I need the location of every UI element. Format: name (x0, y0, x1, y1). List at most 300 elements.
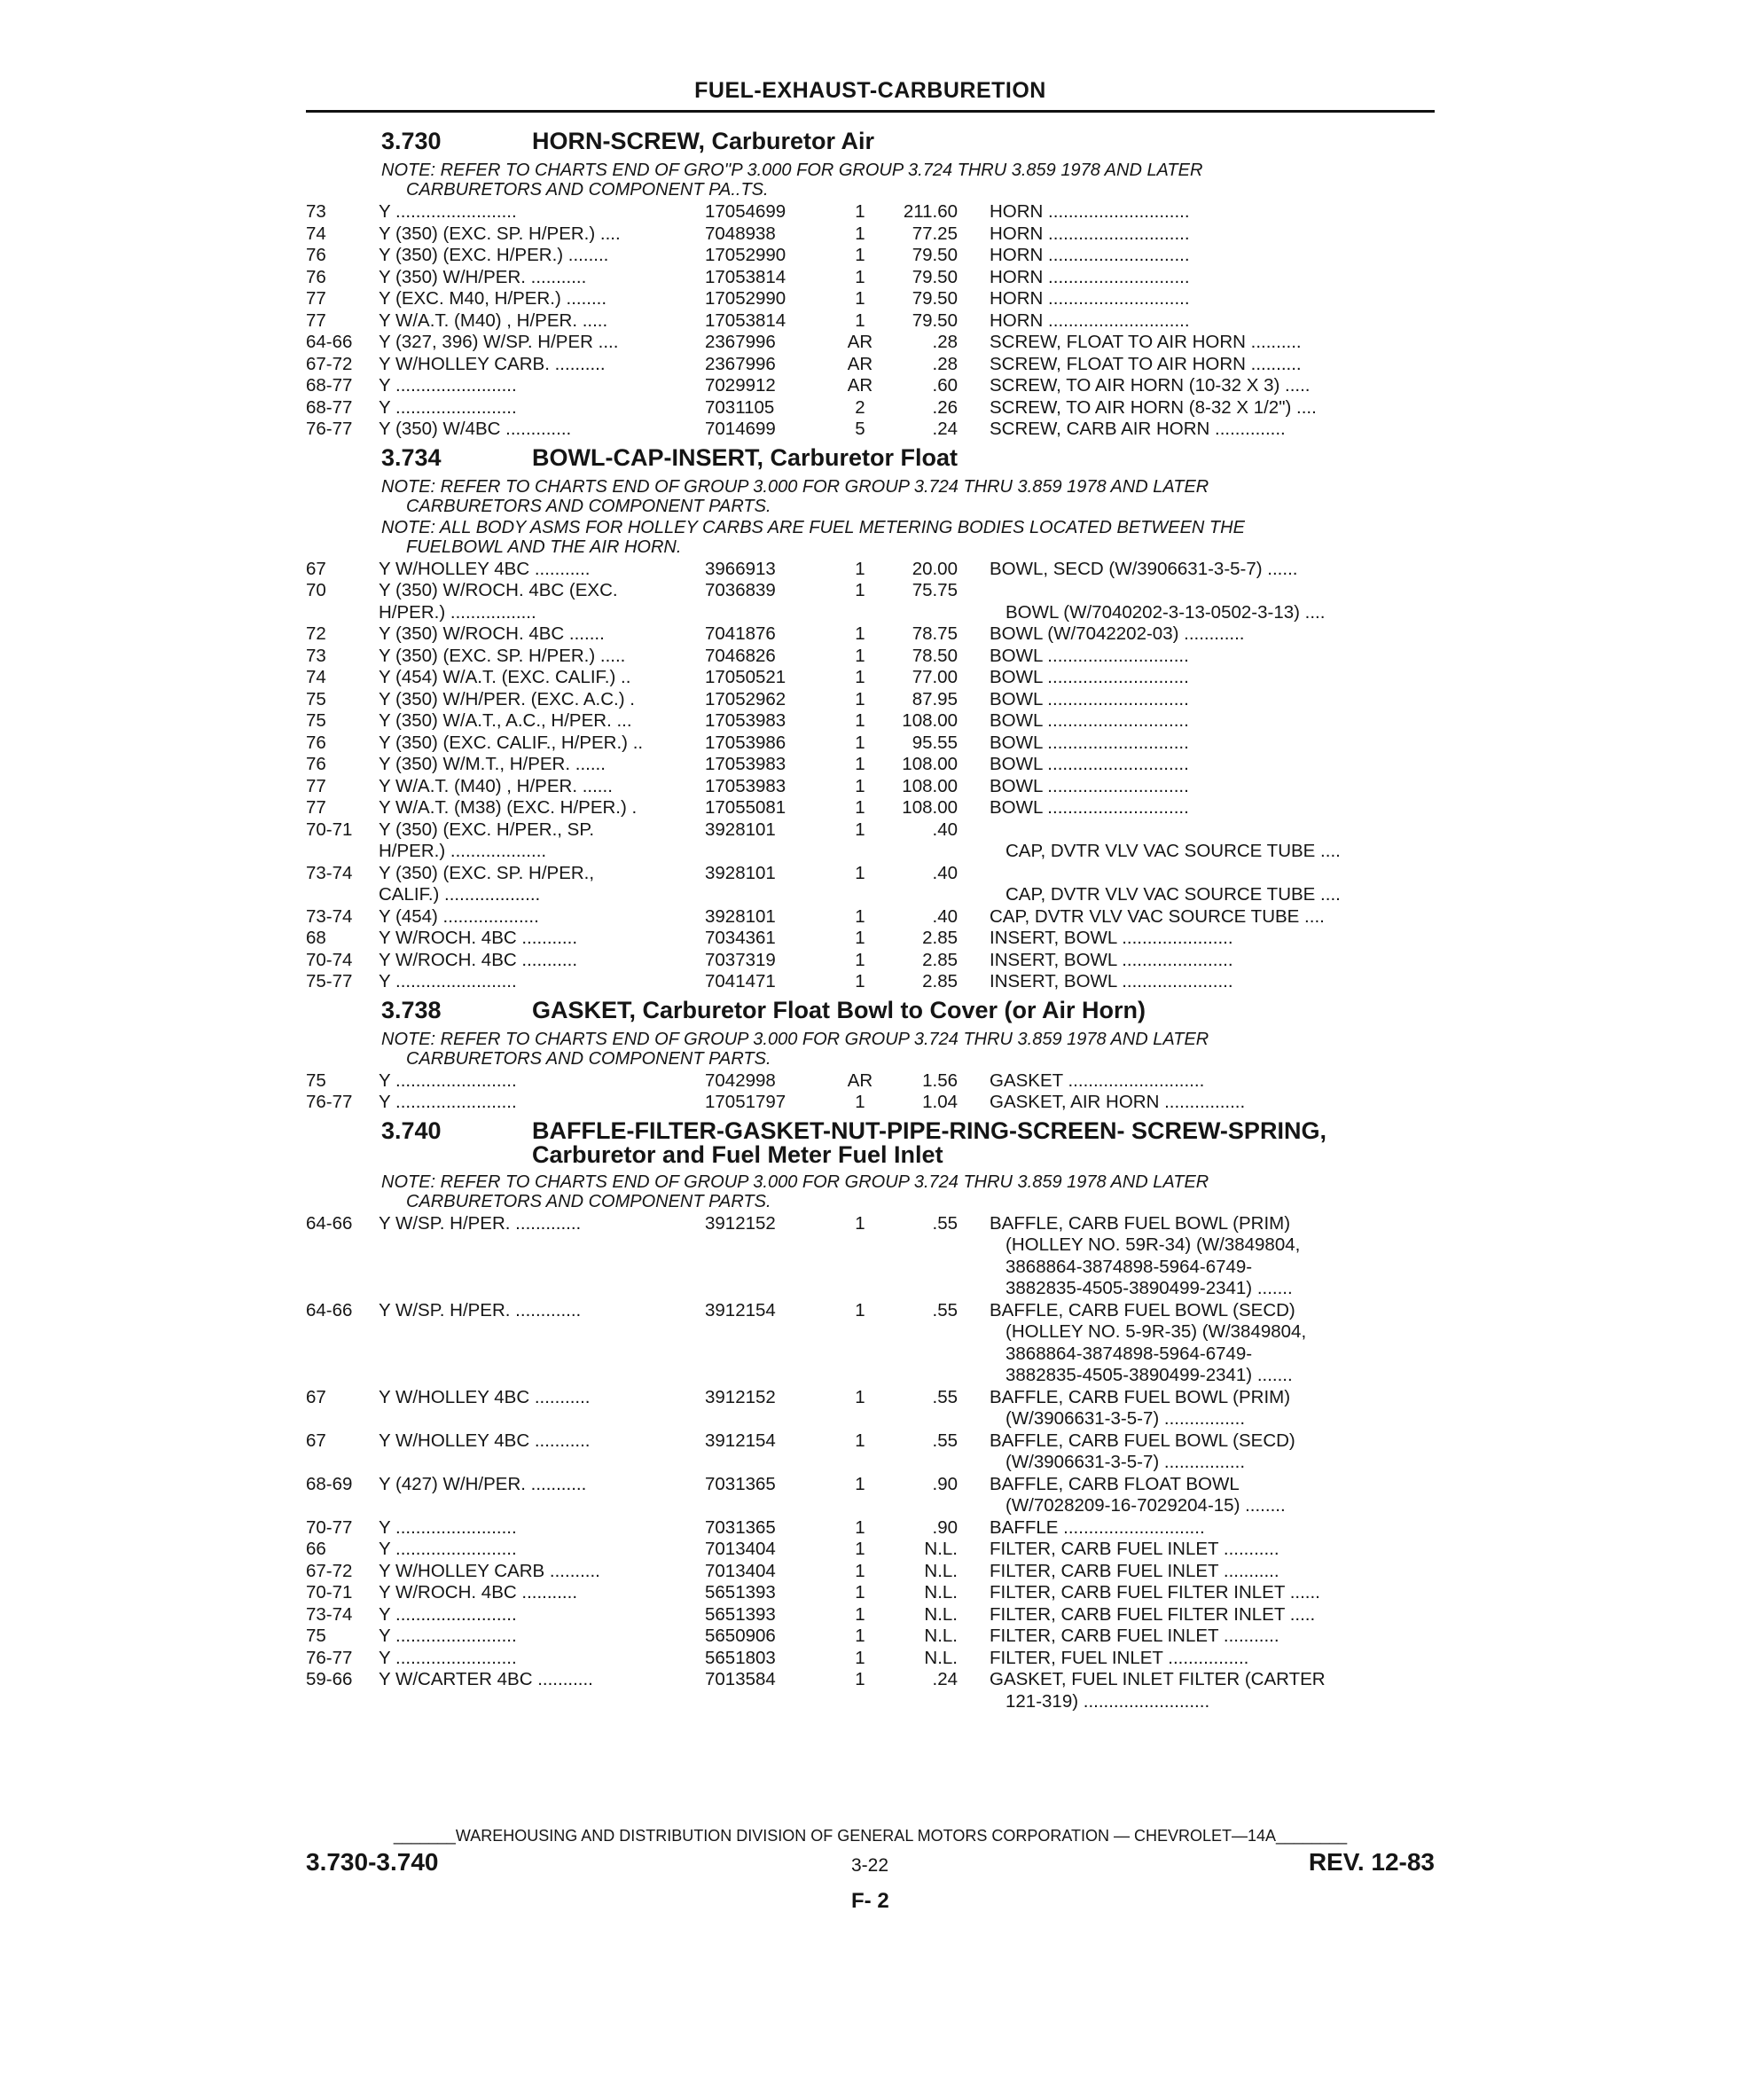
part-name-line: BOWL ............................ (990, 732, 1189, 753)
section-title-line: BAFFLE-FILTER-GASKET-NUT-PIPE-RING-SCREEN- SCREW-SPRING, (532, 1117, 1326, 1144)
parts-row (306, 689, 1441, 711)
model-years: 75 (306, 688, 326, 709)
quantity: 1 (855, 558, 865, 579)
quantity: AR (847, 375, 873, 396)
section-title (532, 1119, 1441, 1167)
part-name (958, 1070, 1441, 1093)
section-number: 3.734 (381, 443, 442, 471)
description-line: Y (350) W/ROCH. 4BC (EXC. (379, 580, 618, 600)
model-description (379, 310, 705, 333)
note-line: CARBURETORS AND COMPONENT PARTS. (406, 1191, 771, 1211)
quantity: 1 (855, 245, 865, 265)
parts-row (306, 863, 1441, 906)
parts-row (306, 667, 1441, 689)
part-number: 3966913 (705, 558, 776, 579)
description-line: Y (350) (EXC. SP. H/PER., (379, 862, 595, 883)
description-line: Y ........................ (379, 1647, 517, 1668)
catalog-section (306, 444, 1441, 993)
price: 108.00 (902, 775, 958, 796)
part-name-line: BOWL (W/7042202-03) ............ (990, 623, 1245, 644)
part-name-line: BOWL ............................ (990, 797, 1189, 818)
part-name-line: HORN ............................ (990, 288, 1190, 309)
description-line: Y ........................ (379, 375, 517, 396)
part-name (958, 332, 1441, 354)
description-line: Y W/ROCH. 4BC ........... (379, 1582, 578, 1602)
model-years: 68-77 (306, 375, 353, 396)
price: .40 (932, 905, 958, 927)
parts-row (306, 1092, 1441, 1114)
model-years: 68-69 (306, 1473, 353, 1494)
quantity: 1 (855, 688, 865, 709)
price: .26 (932, 396, 958, 418)
description-line: Y W/HOLLEY 4BC ........... (379, 558, 591, 579)
part-name-line: FILTER, CARB FUEL INLET ........... (990, 1539, 1279, 1559)
model-description (379, 971, 705, 993)
parts-row (306, 419, 1441, 441)
part-number: 17052962 (705, 688, 786, 709)
price: .40 (932, 862, 958, 883)
part-number: 17053983 (705, 710, 786, 731)
part-name-line: BOWL, SECD (W/3906631-3-5-7) ...... (990, 558, 1298, 579)
part-name-line: BAFFLE, CARB FUEL BOWL (SECD) (990, 1430, 1295, 1451)
quantity: 1 (855, 928, 865, 948)
model-description (379, 397, 705, 419)
part-number: 7041471 (705, 971, 776, 991)
parts-row (306, 354, 1441, 376)
part-number: 7031365 (705, 1473, 776, 1494)
section-note (306, 161, 1441, 200)
description-line: Y ........................ (379, 1070, 517, 1091)
price: N.L. (924, 1603, 958, 1625)
price: 78.75 (912, 623, 958, 644)
parts-row (306, 776, 1441, 798)
part-name-line: BOWL ............................ (990, 754, 1189, 774)
price: .55 (932, 1212, 958, 1234)
quantity: 1 (855, 1386, 865, 1407)
parts-row (306, 906, 1441, 929)
model-description (379, 267, 705, 289)
part-name (958, 397, 1441, 419)
part-name (958, 1474, 1441, 1517)
part-number: 7031105 (705, 396, 775, 418)
part-name (958, 906, 1441, 929)
description-line: Y (350) (EXC. SP. H/PER.) ..... (379, 645, 626, 666)
model-years: 77 (306, 775, 326, 796)
section-title-line: HORN-SCREW, Carburetor Air (532, 128, 875, 154)
model-description (379, 776, 705, 798)
part-number: 7029912 (705, 375, 776, 396)
description-line: Y (454) ................... (379, 905, 539, 927)
parts-row (306, 1517, 1441, 1540)
description-line: Y ........................ (379, 1603, 517, 1625)
model-years: 76 (306, 266, 326, 287)
parts-row (306, 1300, 1441, 1387)
part-number: 3912154 (705, 1430, 776, 1451)
part-name (958, 710, 1441, 733)
part-name-line: 3882835-4505-3890499-2341) ....... (1006, 1365, 1293, 1385)
part-name-line: SCREW, TO AIR HORN (10-32 X 3) ..... (990, 375, 1311, 396)
part-name-line: BAFFLE, CARB FUEL BOWL (SECD) (990, 1299, 1295, 1320)
model-years: 76 (306, 754, 326, 774)
quantity: 1 (855, 201, 865, 222)
part-number: 17052990 (705, 245, 786, 265)
model-description (379, 1582, 705, 1604)
model-description (379, 1669, 705, 1712)
section-title (532, 996, 1441, 1023)
description-line: Y (350) W/M.T., H/PER. ...... (379, 754, 606, 774)
description-line: Y W/A.T. (M40) , H/PER. ...... (379, 775, 613, 796)
footer-page-label: F- 2 (851, 1889, 889, 1913)
parts-row (306, 288, 1441, 310)
part-name (958, 1539, 1441, 1561)
model-years: 77 (306, 288, 326, 309)
part-name (958, 1430, 1441, 1474)
quantity: 1 (855, 710, 865, 731)
quantity: 1 (855, 1539, 865, 1559)
section-number: 3.740 (381, 1117, 442, 1144)
part-name-line: HORN ............................ (990, 310, 1190, 331)
parts-row (306, 580, 1441, 623)
part-number: 17053983 (705, 775, 786, 796)
quantity: 1 (855, 667, 865, 687)
price: 79.50 (912, 310, 958, 331)
part-name (958, 754, 1441, 776)
quantity: 1 (855, 1299, 865, 1320)
section-title (532, 129, 1441, 153)
quantity: 1 (855, 949, 865, 970)
description-line: Y (350) W/4BC ............. (379, 419, 572, 439)
price: 75.75 (912, 580, 958, 600)
price: N.L. (924, 1539, 958, 1559)
quantity: 1 (855, 971, 865, 991)
part-number: 3912152 (705, 1386, 776, 1407)
part-name (958, 201, 1441, 223)
model-description (379, 580, 705, 623)
price: 2.85 (922, 949, 958, 970)
part-name (958, 245, 1441, 267)
part-name-line (990, 863, 1441, 885)
parts-row (306, 267, 1441, 289)
section-number: 3.730 (381, 128, 442, 154)
description-line: Y ........................ (379, 1539, 517, 1559)
model-years: 73-74 (306, 905, 353, 927)
footer-revision: REV. 12-83 (1308, 1848, 1435, 1876)
part-name (958, 733, 1441, 755)
note-line: CARBURETORS AND COMPONENT PARTS. (406, 1048, 771, 1069)
part-number: 7013404 (705, 1539, 776, 1559)
part-name-line: BOWL ............................ (990, 688, 1189, 709)
price: 79.50 (912, 245, 958, 265)
part-number: 7041876 (705, 623, 776, 644)
model-description (379, 950, 705, 972)
section-note (306, 518, 1441, 557)
model-description (379, 1539, 705, 1561)
model-years: 68 (306, 928, 326, 948)
part-number: 7034361 (705, 928, 776, 948)
model-years: 76-77 (306, 1647, 353, 1668)
parts-row (306, 1582, 1441, 1604)
description-line: Y W/A.T. (M38) (EXC. H/PER.) . (379, 797, 638, 818)
quantity: 1 (855, 1473, 865, 1494)
quantity: 1 (855, 754, 865, 774)
part-name (958, 223, 1441, 246)
part-name (958, 375, 1441, 397)
parts-row (306, 310, 1441, 333)
description-line: Y (350) W/ROCH. 4BC ....... (379, 623, 605, 644)
part-name-line: BAFFLE, CARB FLOAT BOWL (990, 1473, 1240, 1494)
description-line: Y ........................ (379, 1516, 517, 1538)
price: .40 (932, 819, 958, 840)
quantity: 1 (855, 623, 865, 644)
part-number: 17053814 (705, 266, 786, 287)
parts-row (306, 646, 1441, 668)
note-line: NOTE: REFER TO CHARTS END OF GROUP 3.000 FOR GROUP 3.724 THRU 3.859 1978 AND LATER (381, 1171, 1209, 1192)
note-line: NOTE: REFER TO CHARTS END OF GRO''P 3.000 FOR GROUP 3.724 THRU 3.859 1978 AND LATER (381, 161, 1203, 180)
part-name (958, 288, 1441, 310)
part-name (958, 646, 1441, 668)
model-description (379, 863, 705, 906)
part-name-line: HORN ............................ (990, 201, 1190, 222)
part-number: 7013404 (705, 1560, 776, 1581)
parts-row (306, 1430, 1441, 1474)
note-line: CARBURETORS AND COMPONENT PARTS. (406, 496, 771, 516)
part-name-line: FILTER, CARB FUEL INLET ........... (990, 1560, 1279, 1581)
footer-group-range: 3.730-3.740 (306, 1848, 439, 1876)
part-name-line: INSERT, BOWL ...................... (990, 971, 1233, 991)
parts-row (306, 332, 1441, 354)
model-description (379, 354, 705, 376)
part-name (958, 797, 1441, 819)
part-name-line: BAFFLE, CARB FUEL BOWL (PRIM) (990, 1212, 1291, 1234)
part-name (958, 950, 1441, 972)
part-number: 17053983 (705, 754, 786, 774)
model-years: 67 (306, 558, 326, 579)
part-name (958, 667, 1441, 689)
part-name (958, 1092, 1441, 1114)
price: .55 (932, 1299, 958, 1320)
part-name-line: FILTER, CARB FUEL FILTER INLET ..... (990, 1603, 1316, 1625)
part-number: 2367996 (705, 353, 776, 374)
quantity: 5 (855, 419, 865, 439)
parts-row (306, 710, 1441, 733)
price: 79.50 (912, 266, 958, 287)
quantity: 1 (855, 1603, 865, 1625)
part-name-line: HORN ............................ (990, 266, 1190, 287)
model-description (379, 623, 705, 646)
part-name (958, 971, 1441, 993)
quantity: 1 (855, 732, 865, 753)
parts-row (306, 1626, 1441, 1648)
part-name-line: GASKET ........................... (990, 1070, 1205, 1091)
quantity: AR (847, 332, 873, 352)
part-number: 7014699 (705, 419, 776, 439)
part-number: 17052990 (705, 288, 786, 309)
model-years: 75 (306, 710, 326, 731)
price: 95.55 (912, 732, 958, 753)
title-rule (306, 110, 1435, 113)
model-description (379, 1213, 705, 1300)
price: 1.04 (922, 1092, 958, 1112)
part-number: 17050521 (705, 667, 786, 687)
parts-row (306, 559, 1441, 581)
part-number: 17053986 (705, 732, 786, 753)
part-name-line: FILTER, CARB FUEL FILTER INLET ...... (990, 1582, 1320, 1602)
part-name (958, 267, 1441, 289)
parts-row (306, 733, 1441, 755)
parts-row (306, 201, 1441, 223)
part-name-line: BOWL ............................ (990, 775, 1189, 796)
model-years: 76-77 (306, 419, 353, 439)
price: 108.00 (902, 797, 958, 818)
part-number: 3912152 (705, 1212, 776, 1234)
model-years: 67 (306, 1386, 326, 1407)
parts-row (306, 1070, 1441, 1093)
part-number: 3928101 (705, 862, 776, 883)
note-line: NOTE: REFER TO CHARTS END OF GROUP 3.000 FOR GROUP 3.724 THRU 3.859 1978 AND LATER (381, 476, 1209, 497)
description-line: Y W/SP. H/PER. ............. (379, 1299, 582, 1320)
description-line: Y (EXC. M40, H/PER.) ........ (379, 288, 607, 309)
quantity: 1 (855, 1560, 865, 1581)
quantity: 1 (855, 266, 865, 287)
section-title-line: Carburetor and Fuel Meter Fuel Inlet (532, 1140, 943, 1168)
part-name (958, 1582, 1441, 1604)
quantity: 2 (855, 396, 865, 418)
price: 79.50 (912, 288, 958, 309)
model-description (379, 1300, 705, 1387)
price: 77.25 (912, 223, 958, 244)
quantity: 1 (855, 1647, 865, 1668)
model-years: 64-66 (306, 1212, 353, 1234)
model-years: 73 (306, 201, 326, 222)
part-name-line: (HOLLEY NO. 59R-34) (W/3849804, (1006, 1234, 1301, 1255)
part-name-line: BAFFLE ............................ (990, 1516, 1205, 1538)
model-description (379, 646, 705, 668)
quantity: 1 (855, 905, 865, 927)
price: N.L. (924, 1626, 958, 1646)
model-years: 67-72 (306, 1560, 353, 1581)
part-name (958, 1669, 1441, 1712)
model-description (379, 223, 705, 246)
model-years: 76 (306, 245, 326, 265)
model-description (379, 906, 705, 929)
part-name (958, 580, 1441, 623)
part-name (958, 689, 1441, 711)
part-number: 7042998 (705, 1070, 776, 1091)
part-number: 3928101 (705, 819, 776, 840)
description-line: Y ........................ (379, 971, 517, 991)
part-number: 7046826 (705, 645, 776, 666)
part-name-line: (W/3906631-3-5-7) ................ (1006, 1408, 1246, 1429)
model-description (379, 288, 705, 310)
parts-catalog-content (306, 124, 1441, 1712)
model-years: 70-77 (306, 1516, 353, 1538)
model-description (379, 1561, 705, 1583)
parts-row (306, 1561, 1441, 1583)
description-line: Y (427) W/H/PER. ........... (379, 1473, 587, 1494)
price: .28 (932, 353, 958, 374)
part-name-line: BOWL ............................ (990, 710, 1189, 731)
model-description (379, 1387, 705, 1430)
price: .60 (932, 375, 958, 396)
part-number: 5651393 (705, 1603, 776, 1625)
description-line: Y (327, 396) W/SP. H/PER .... (379, 332, 619, 352)
model-years: 59-66 (306, 1669, 353, 1689)
description-line: Y W/HOLLEY 4BC ........... (379, 1430, 591, 1451)
model-description (379, 928, 705, 950)
description-line: Y W/HOLLEY CARB .......... (379, 1560, 600, 1581)
parts-row (306, 1539, 1441, 1561)
section-heading (306, 444, 1441, 472)
model-years: 75 (306, 1626, 326, 1646)
parts-row (306, 754, 1441, 776)
footer-division: _______WAREHOUSING AND DISTRIBUTION DIVISION OF GENERAL MOTORS CORPORATION — CHEVROLET—14A________ (393, 1827, 1348, 1845)
part-name (958, 1517, 1441, 1540)
model-description (379, 797, 705, 819)
quantity: AR (847, 1070, 873, 1091)
price: .90 (932, 1473, 958, 1494)
parts-row (306, 245, 1441, 267)
part-number: 5651803 (705, 1647, 776, 1668)
description-line: Y (350) W/H/PER. ........... (379, 266, 587, 287)
part-number: 5650906 (705, 1626, 776, 1646)
model-description (379, 1626, 705, 1648)
section-title (532, 443, 1441, 471)
price: 211.60 (903, 201, 958, 222)
part-name-line: GASKET, AIR HORN ................ (990, 1092, 1246, 1112)
quantity: 1 (855, 1430, 865, 1451)
price: .28 (932, 332, 958, 352)
description-line: H/PER.) ................... (379, 841, 547, 861)
quantity: 1 (855, 1516, 865, 1538)
model-description (379, 1430, 705, 1474)
model-years: 76 (306, 732, 326, 753)
price: .55 (932, 1386, 958, 1407)
parts-row (306, 928, 1441, 950)
price: 78.50 (912, 645, 958, 666)
description-line: Y W/ROCH. 4BC ........... (379, 949, 578, 970)
description-line: Y (350) (EXC. CALIF., H/PER.) .. (379, 732, 644, 753)
quantity: 1 (855, 288, 865, 309)
section-note (306, 1172, 1441, 1211)
part-name (958, 1604, 1441, 1626)
quantity: 1 (855, 819, 865, 840)
part-name-line: SCREW, CARB AIR HORN .............. (990, 419, 1286, 439)
part-name (958, 1300, 1441, 1387)
model-description (379, 819, 705, 863)
parts-row (306, 797, 1441, 819)
model-years: 70-71 (306, 819, 353, 840)
part-name (958, 863, 1441, 906)
price: N.L. (924, 1647, 958, 1668)
model-years: 67 (306, 1430, 326, 1451)
price: 2.85 (922, 971, 958, 991)
section-title-line: GASKET, Carburetor Float Bowl to Cover (or Air Horn) (532, 996, 1146, 1023)
part-name (958, 623, 1441, 646)
part-name-line: BOWL (W/7040202-3-13-0502-3-13) .... (1006, 601, 1326, 623)
price: .24 (932, 419, 958, 439)
part-number: 7036839 (705, 580, 776, 600)
part-name-line: SCREW, FLOAT TO AIR HORN .......... (990, 332, 1302, 352)
section-note (306, 477, 1441, 516)
model-years: 75 (306, 1070, 326, 1091)
parts-row (306, 1669, 1441, 1712)
description-line: Y (350) (EXC. H/PER., SP. (379, 819, 595, 840)
quantity: 1 (855, 862, 865, 883)
part-name-line: INSERT, BOWL ...................... (990, 928, 1233, 948)
parts-row (306, 971, 1441, 993)
part-name (958, 1213, 1441, 1300)
part-name-line: FILTER, FUEL INLET ................ (990, 1647, 1249, 1668)
